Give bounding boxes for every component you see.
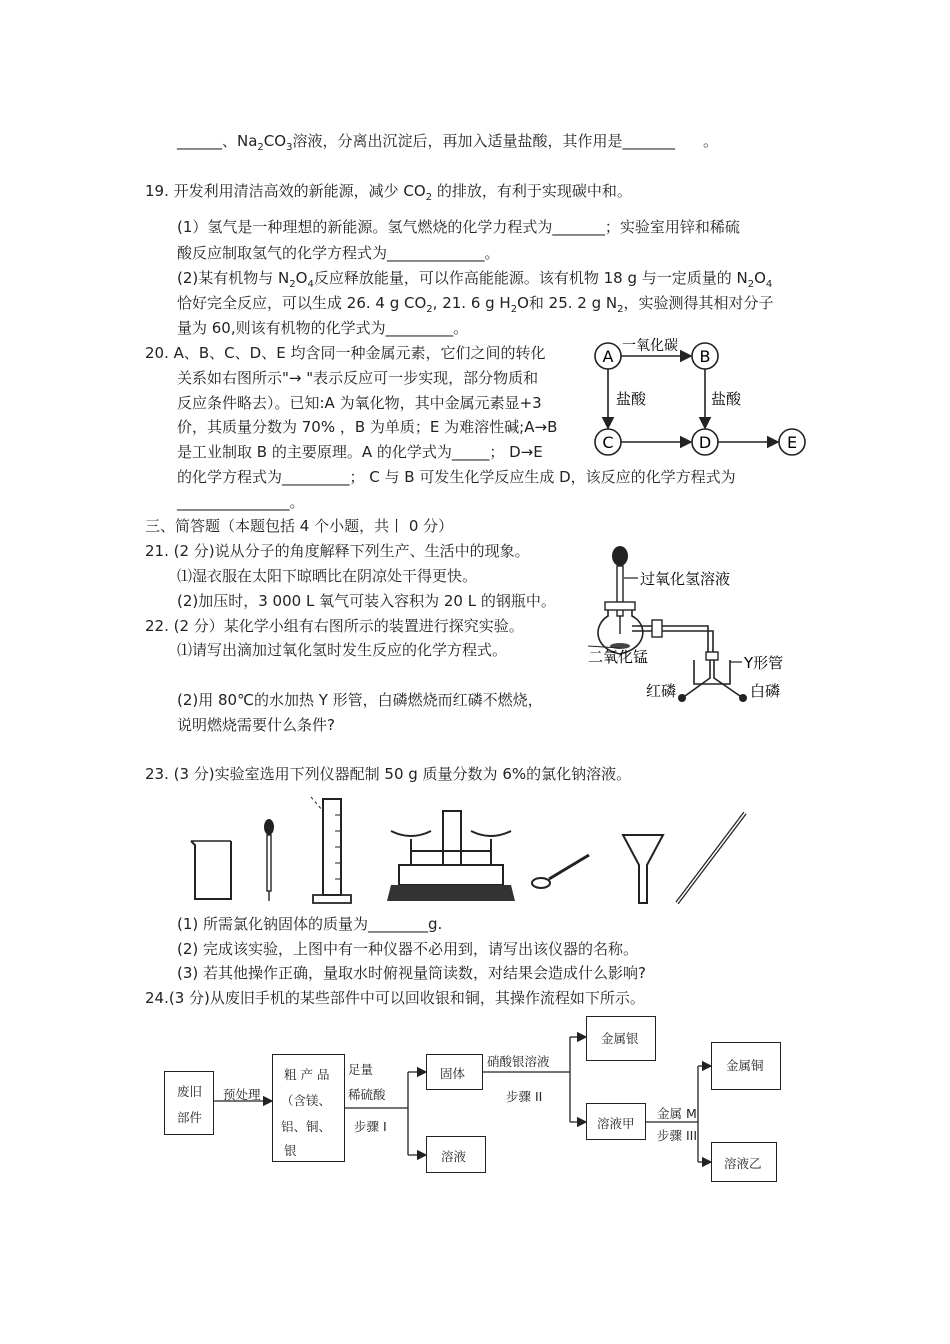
q20-line: 是工业制取 B 的主要原理。A 的化学式为_____； D→E [177, 443, 543, 461]
spoon-drawing [532, 855, 589, 888]
graduated-cylinder-drawing [311, 797, 351, 903]
q19-part1-line2: 酸反应制取氢气的化学方程式为_____________。 [177, 244, 500, 262]
label-agno3: 硝酸银溶液 [487, 1054, 550, 1069]
glass-rod-drawing [677, 813, 745, 903]
q23-item: (1) 所需氯化钠固体的质量为________g. [177, 915, 443, 933]
q22-line: ⑴请写出滴加过氧化氢时发生反应的化学方程式。 [177, 641, 508, 659]
q23-instruments-figure [185, 791, 805, 909]
q22-line: 22. (2 分）某化学小组有右图所示的装置进行探究实验。 [145, 617, 524, 635]
beaker-drawing [191, 841, 231, 899]
label-hcl-right: 盐酸 [711, 390, 742, 408]
q20-line: 的化学方程式为_________； C 与 B 可发生化学反应生成 D，该反应的化学方程式为 [177, 468, 736, 486]
box-solution: 溶液 [426, 1136, 486, 1173]
q23-stem: 23. (3 分)实验室选用下列仪器配制 50 g 质量分数为 6%的氯化钠溶液。 [145, 765, 632, 783]
q20-line: 价，其质量分数为 70% ，B 为单质；E 为难溶性碱;A→B [177, 418, 558, 436]
node-d: D [698, 433, 712, 452]
box-solution-b: 溶液乙 [711, 1142, 777, 1182]
box-copper: 金属铜 [711, 1042, 781, 1090]
q21-line: 21. (2 分)说从分子的角度解释下列生产、生活中的现象。 [145, 542, 530, 560]
q20-line: 关系如右图所示"→ "表示反应可一步实现，部分物质和 [177, 369, 539, 387]
q20-line: 20. A、B、C、D、E 均含同一种金属元素，它们之间的转化 [145, 344, 546, 362]
funnel-drawing [623, 835, 663, 903]
section-3-heading: 三、简答题（本题包括 4 个小题，共丨 0 分） [145, 517, 454, 535]
q24-stem: 24.(3 分)从废旧手机的某些部件中可以回收银和铜，其操作流程如下所示。 [145, 989, 645, 1007]
node-e: E [786, 433, 798, 452]
q19-part1-line1: (1）氢气是一种理想的新能源。氢气燃烧的化学力程式为_______；实验室用锌和稀硫 [177, 218, 740, 236]
label-ytube: Y形管 [744, 654, 784, 672]
box-solution-a: 溶液甲 [586, 1103, 646, 1140]
q20-line: 反应条件略去）。已知:A 为氧化物，其中金属元素显+3 [177, 394, 542, 412]
node-a: A [602, 347, 614, 366]
label-h2o2: 过氧化氢溶液 [640, 570, 731, 588]
label-step1: 步骤 I [354, 1119, 387, 1134]
balance-drawing [387, 811, 515, 901]
q20-line: _______________。 [177, 493, 305, 511]
label-mno2: 二氧化锰 [588, 648, 649, 666]
q23-item: (3) 若其他操作正确，量取水时俯视量筒读数，对结果会造成什么影响? [177, 964, 646, 982]
label-dilute-h2so4: 稀硫酸 [348, 1087, 386, 1102]
box-crude-product: 粗 产 品 （含镁、 铝、铜、 银 [272, 1054, 345, 1162]
q19-part2-line1: (2)某有机物与 $N_2O_4$反应释放能量，可以作高能能源。该有机物 18 g 与一定质量的 $N_2O_4$ [177, 269, 773, 290]
label-pretreat: 预处理 [223, 1087, 261, 1102]
node-c: C [602, 433, 614, 452]
node-b: B [699, 347, 711, 366]
box-waste-parts: 废旧 部件 [164, 1071, 214, 1135]
label-step2: 步骤 II [506, 1089, 543, 1104]
dropper-drawing [264, 819, 274, 901]
q19-part2-line3: 量为 60,则该有机物的化学式为_________。 [177, 319, 469, 337]
label-hcl-left: 盐酸 [616, 390, 647, 408]
q22-line: (2)用 80℃的水加热 Y 形管，白磷燃烧而红磷不燃烧， [177, 691, 543, 709]
q22-line: 说明燃烧需要什么条件? [177, 716, 335, 734]
q21-line: ⑴湿衣服在太阳下晾晒比在阴凉处干得更快。 [177, 567, 478, 585]
q20-relation-diagram [588, 334, 818, 464]
q19-part2-line2: 恰好完全反应，可以生成 26. 4 g $CO_2$, 21. 6 g $H_2O$和 25. 2 g $N_2$，实验测得其相对分子 [177, 294, 774, 315]
label-white-p: 白磷 [750, 682, 781, 700]
q19-stem: 19. 开发利用清洁高效的新能源，减少 $CO_2$ 的排放，有利于实现碳中和。 [145, 182, 632, 203]
label-step3: 步骤 III [657, 1128, 698, 1143]
q18-tail: ______、$Na_2CO_3$溶液，分离出沉淀后，再加入适量盐酸，其作用是_______ 。 [177, 132, 718, 153]
label-co: 一氧化碳 [622, 338, 678, 354]
q22-apparatus-figure [590, 538, 810, 708]
q23-item: (2) 完成该实验，上图中有一种仪器不必用到，请写出该仪器的名称。 [177, 940, 639, 958]
label-red-p: 红磷 [646, 682, 677, 700]
box-silver: 金属银 [586, 1016, 656, 1061]
label-sufficient: 足量 [348, 1062, 374, 1077]
box-solid: 固体 [426, 1054, 483, 1090]
q21-line: (2)加压时，3 000 L 氧气可装入容积为 20 L 的钢瓶中。 [177, 592, 556, 610]
label-metal-m: 金属 M [657, 1106, 697, 1121]
